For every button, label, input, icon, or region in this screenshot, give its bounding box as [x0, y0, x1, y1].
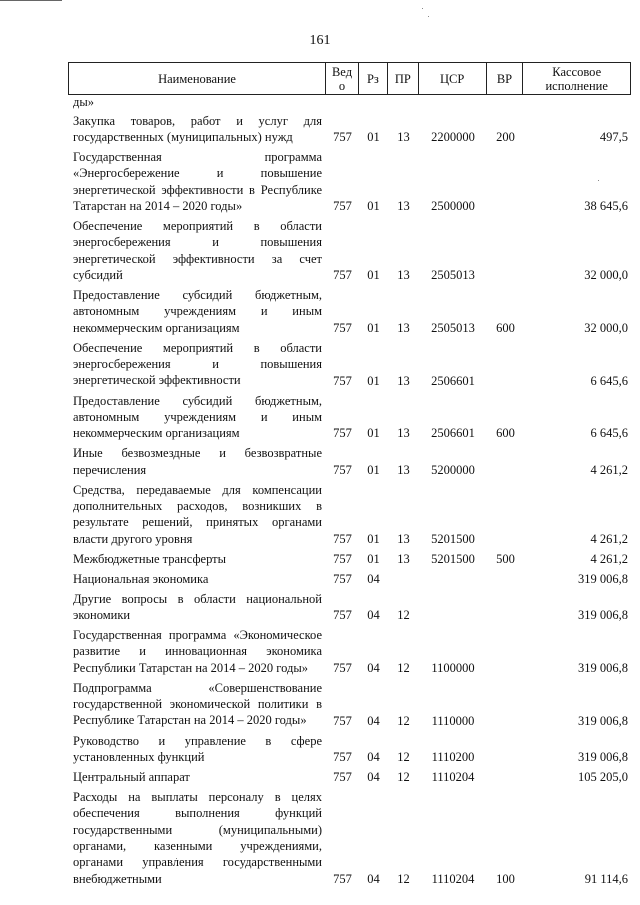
row-name: Государственная программа «Экономическое развитие и инновационная экономика Республики Татарстан на 2014 – 2020 годы» — [73, 628, 322, 675]
row-rz: 04 — [367, 770, 380, 785]
row-name: Средства, передаваемые для компенсации дополнительных расходов, возникших в результате решений, принятых органами власти другого уровня — [73, 482, 322, 546]
row-name: Подпрограмма «Совершенствование государственной экономической политики в Республике Татарстан на 2014 – 2020 годы» — [73, 680, 322, 728]
row-amount: 6 645,6 — [590, 426, 628, 441]
table-row — [68, 769, 631, 785]
row-amount: 38 645,6 — [584, 199, 628, 214]
row-ved: 757 — [333, 871, 352, 886]
row-ved: 757 — [333, 661, 352, 676]
table-row — [68, 591, 631, 624]
row-csr: 5201500 — [431, 551, 475, 566]
row-rz: 01 — [367, 551, 380, 566]
row-name: Другие вопросы в области национальной экономики — [73, 591, 322, 623]
row-amount: 319 006,8 — [578, 571, 628, 586]
row-vr: 500 — [496, 551, 515, 566]
table-row — [68, 218, 631, 283]
row-csr: 1110204 — [431, 871, 475, 886]
row-pr: 13 — [397, 426, 410, 441]
table-row — [68, 393, 631, 442]
table-row — [68, 287, 631, 336]
row-rz: 01 — [367, 426, 380, 441]
row-name: Иные безвозмездные и безвозвратные перечисления — [73, 446, 322, 477]
row-pr: 12 — [397, 608, 410, 623]
row-csr: 1110204 — [431, 770, 475, 785]
scan-speck — [428, 16, 429, 17]
row-ved: 757 — [333, 750, 352, 765]
row-vr: 200 — [496, 130, 515, 145]
row-ved: 757 — [333, 130, 352, 145]
table-row — [68, 445, 631, 478]
row-name: Предоставление субсидий бюджетным, автономным учреждениям и иным некоммерческим организациям — [73, 288, 322, 335]
row-amount: 105 205,0 — [578, 770, 628, 785]
row-name: Центральный аппарат — [73, 769, 190, 784]
header-ved-text: Ведо — [331, 64, 353, 93]
table-row — [68, 340, 631, 389]
row-ved: 757 — [333, 321, 352, 336]
row-rz: 04 — [367, 750, 380, 765]
row-csr: 2505013 — [431, 321, 475, 336]
header-pr: ПР — [388, 63, 419, 94]
row-amount: 319 006,8 — [578, 713, 628, 728]
row-amount: 91 114,6 — [584, 871, 628, 886]
row-name: Предоставление субсидий бюджетным, автономным учреждениям и иным некоммерческим организациям — [73, 393, 322, 441]
row-amount: 4 261,2 — [590, 551, 628, 566]
row-amount: 497,5 — [599, 130, 628, 145]
table-row — [68, 571, 631, 587]
row-rz: 01 — [367, 373, 380, 388]
row-ved: 757 — [333, 373, 352, 388]
row-rz: 01 — [367, 321, 380, 336]
row-rz: 04 — [367, 608, 380, 623]
row-pr: 13 — [397, 199, 410, 214]
row-amount: 32 000,0 — [584, 321, 628, 336]
row-pr: 13 — [397, 130, 410, 145]
row-amount: 319 006,8 — [578, 608, 628, 623]
row-rz: 04 — [367, 661, 380, 676]
row-name: Закупка товаров, работ и услуг для государственных (муниципальных) нужд — [73, 113, 322, 145]
table-row — [68, 733, 631, 766]
row-amount: 32 000,0 — [584, 268, 628, 283]
header-vr: ВР — [487, 63, 524, 94]
row-ved: 757 — [333, 426, 352, 441]
table-row — [68, 113, 631, 146]
row-ved: 757 — [333, 462, 352, 477]
header-kassovoe — [523, 63, 630, 94]
row-csr: 1110000 — [431, 713, 475, 728]
row-name: Государственная программа «Энергосбережение и повышение энергетической эффективности в Республике Татарстан на 2014 – 2020 годы» — [73, 150, 322, 214]
row-pr: 12 — [397, 871, 410, 886]
row-rz: 01 — [367, 130, 380, 145]
table-row — [68, 789, 631, 887]
row-vr: 100 — [496, 871, 515, 886]
row-ved: 757 — [333, 268, 352, 283]
row-pr: 13 — [397, 321, 410, 336]
table-row — [68, 627, 631, 676]
row-vr: 600 — [496, 426, 515, 441]
row-csr: 5201500 — [431, 531, 475, 546]
row-rz: 04 — [367, 713, 380, 728]
row-ved: 757 — [333, 571, 352, 586]
continuation-text: ды» — [73, 95, 95, 109]
row-pr: 13 — [397, 531, 410, 546]
row-csr: 2500000 — [431, 199, 475, 214]
row-csr: 5200000 — [431, 462, 475, 477]
row-rz: 04 — [367, 571, 380, 586]
row-ved: 757 — [333, 531, 352, 546]
row-name: Национальная экономика — [73, 571, 209, 586]
row-rz: 01 — [367, 199, 380, 214]
row-ved: 757 — [333, 608, 352, 623]
scan-speck — [422, 8, 423, 9]
header-ved — [326, 63, 359, 94]
row-amount: 6 645,6 — [590, 373, 628, 388]
header-csr: ЦСР — [419, 63, 487, 94]
row-vr: 600 — [496, 321, 515, 336]
table-row — [68, 680, 631, 729]
row-rz: 04 — [367, 871, 380, 886]
scan-edge-mark — [0, 0, 62, 4]
header-name: Наименование — [69, 63, 326, 94]
row-csr: 2505013 — [431, 268, 475, 283]
row-amount: 4 261,2 — [590, 462, 628, 477]
row-csr: 1100000 — [431, 661, 475, 676]
row-pr: 13 — [397, 462, 410, 477]
row-pr: 13 — [397, 551, 410, 566]
row-csr: 2200000 — [431, 130, 475, 145]
row-amount: 319 006,8 — [578, 750, 628, 765]
row-ved: 757 — [333, 199, 352, 214]
row-ved: 757 — [333, 551, 352, 566]
row-pr: 12 — [397, 770, 410, 785]
row-csr: 2506601 — [431, 373, 475, 388]
row-amount: 319 006,8 — [578, 661, 628, 676]
row-pr: 13 — [397, 268, 410, 283]
page-number: 161 — [309, 33, 331, 48]
row-ved: 757 — [333, 770, 352, 785]
header-rz: Рз — [359, 63, 388, 94]
row-pr: 13 — [397, 373, 410, 388]
continuation-row — [68, 95, 631, 109]
row-name: Обеспечение мероприятий в области энергосбережения и повышения энергетической эффективности за счет субсидий — [73, 219, 322, 283]
row-pr: 12 — [397, 750, 410, 765]
row-csr: 2506601 — [431, 426, 475, 441]
row-rz: 01 — [367, 268, 380, 283]
row-name: Межбюджетные трансферты — [73, 551, 227, 566]
row-name: Расходы на выплаты персоналу в целях обеспечения выполнения функций государственными (муниципальными) органами, казенными учреждениями, органами управления государственными внебюджетными — [73, 790, 322, 886]
row-ved: 757 — [333, 713, 352, 728]
row-pr: 12 — [397, 713, 410, 728]
row-name: Обеспечение мероприятий в области энергосбережения и повышения энергетической эффективности — [73, 340, 322, 388]
table-header — [68, 62, 631, 95]
table-row — [68, 551, 631, 567]
row-amount: 4 261,2 — [590, 531, 628, 546]
row-rz: 01 — [367, 462, 380, 477]
header-kassovoe-text: Кассовое исполнение — [545, 64, 608, 93]
row-csr: 1110200 — [431, 750, 475, 765]
table-row — [68, 149, 631, 214]
row-name: Руководство и управление в сфере установленных функций — [73, 733, 322, 764]
row-rz: 01 — [367, 531, 380, 546]
table-body — [68, 95, 631, 891]
row-pr: 12 — [397, 661, 410, 676]
table-row — [68, 482, 631, 547]
